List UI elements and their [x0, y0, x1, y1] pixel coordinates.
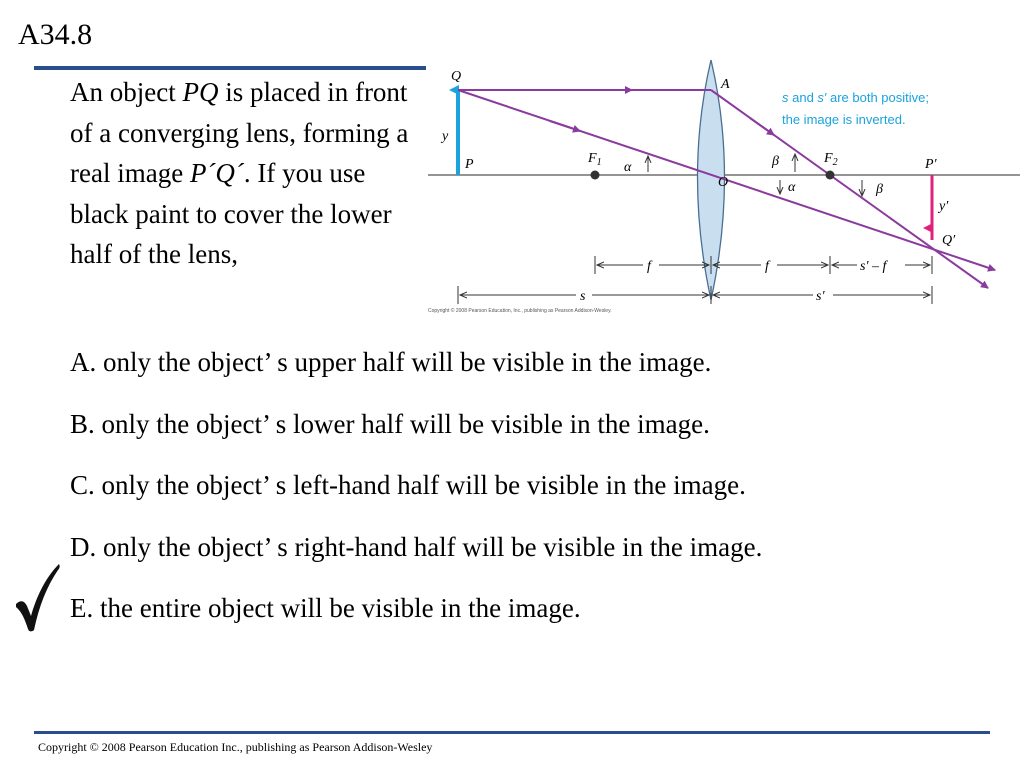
dim-label-bg-2	[761, 257, 777, 273]
answer-a-text-rest: s upper half will be visible in the image.	[277, 347, 712, 377]
label-dim-f2: f	[765, 259, 769, 274]
answer-list	[70, 340, 1010, 648]
label-dim-f1: f	[647, 259, 651, 274]
answer-e-text: E. the entire object will be visible in the image.	[70, 593, 581, 623]
label-f1: $F_1$	[588, 151, 602, 168]
footer-copyright: Copyright © 2008 Pearson Education Inc., publishing as Pearson Addison-Wesley	[38, 740, 433, 754]
diagram-note-line1: s and s′ are both positive;	[782, 90, 929, 105]
checkmark-icon	[12, 560, 64, 634]
answer-a-text: A. only the object	[70, 347, 264, 377]
label-alpha-2: α	[788, 180, 796, 195]
label-y: y	[442, 129, 449, 144]
dim-label-bg-1	[643, 257, 659, 273]
diagram-note-line2: the image is inverted.	[782, 112, 906, 127]
label-dim-sp-minus-f: s′ – f	[860, 259, 887, 274]
apostrophe: ’	[261, 470, 269, 500]
object-label: PQ	[182, 77, 219, 107]
label-beta-2: β	[876, 182, 883, 197]
image-label: P´Q´	[189, 158, 244, 188]
title-rule	[34, 66, 426, 70]
apostrophe: ’	[263, 531, 271, 562]
footer-rule	[34, 731, 990, 734]
focal-point-f2	[826, 171, 835, 180]
answer-b-text: B. only the object	[70, 408, 262, 439]
answer-c[interactable]	[70, 463, 1010, 525]
label-a: A	[721, 77, 730, 92]
question-part2: is placed in front of a converging lens, forming a real image	[70, 77, 409, 188]
label-o: O	[718, 175, 729, 190]
label-beta-1: β	[772, 154, 779, 169]
label-p: P	[465, 157, 474, 172]
answer-a[interactable]	[70, 340, 1010, 402]
answer-c-text: C. only the object	[70, 470, 262, 500]
label-dim-s-prime: s′	[816, 289, 825, 304]
slide-number: A34.8	[18, 18, 93, 51]
question-part1: An object	[70, 77, 183, 107]
label-dim-s: s	[580, 289, 586, 304]
answer-b[interactable]	[70, 402, 1010, 464]
answer-d-text: D. only the object	[70, 531, 264, 562]
central-ray-arrow	[550, 121, 580, 131]
label-p-prime: P′	[925, 157, 937, 172]
focal-point-f1	[591, 171, 600, 180]
label-alpha-1: α	[624, 160, 632, 175]
answer-d[interactable]	[70, 525, 1010, 587]
answer-d-text-rest: s right-hand half will be visible in the image.	[277, 531, 763, 562]
apostrophe: ’	[261, 408, 269, 439]
label-q: Q	[451, 69, 462, 84]
diagram-copyright: Copyright © 2008 Pearson Education, Inc., publishing as Pearson Addison-Wesley.	[428, 308, 612, 314]
lens-ray-diagram	[420, 58, 1024, 320]
refracted-ray-arrow	[750, 118, 774, 135]
answer-e[interactable]	[70, 586, 1010, 648]
answer-b-text-rest: s lower half will be visible in the image.	[275, 408, 710, 439]
label-q-prime: Q′	[942, 233, 956, 248]
label-y-prime: y′	[939, 199, 949, 214]
apostrophe: ’	[263, 347, 271, 377]
answer-c-text-rest: s left-hand half will be visible in the image.	[275, 470, 746, 500]
label-f2: $F_2$	[824, 151, 838, 168]
question-part3: . If you use black paint to cover the lower half of the lens,	[70, 158, 392, 269]
question-text	[70, 72, 410, 275]
